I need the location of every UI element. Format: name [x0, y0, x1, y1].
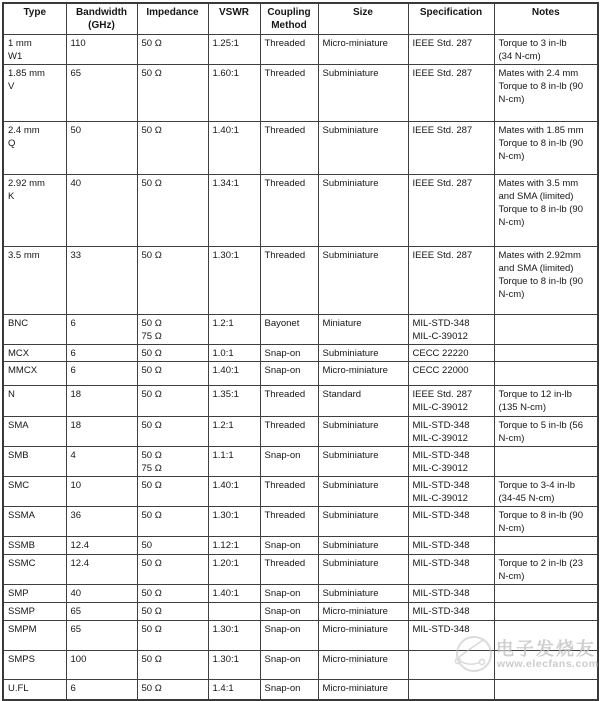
table-cell: 50 Ω	[137, 477, 208, 507]
table-cell: 50 Ω	[137, 651, 208, 680]
table-cell: 100	[66, 651, 137, 680]
table-cell: Threaded	[260, 122, 318, 175]
table-cell: SSMA	[3, 507, 66, 537]
table-cell: Threaded	[260, 417, 318, 447]
table-cell: Subminiature	[318, 537, 408, 555]
table-cell	[494, 345, 598, 362]
table-header-row	[3, 3, 598, 35]
table-cell: 50 Ω	[137, 175, 208, 247]
table-cell: 50 Ω	[137, 621, 208, 651]
table-row	[3, 247, 598, 315]
table-row	[3, 680, 598, 700]
table-cell: Subminiature	[318, 65, 408, 122]
table-cell	[494, 621, 598, 651]
table-cell: 1.34:1	[208, 175, 260, 247]
table-cell: Threaded	[260, 477, 318, 507]
table-cell: 50 Ω	[137, 362, 208, 386]
table-cell: SMPS	[3, 651, 66, 680]
table-cell: 1.0:1	[208, 345, 260, 362]
table-cell: Standard	[318, 386, 408, 417]
watermark-url-text: www.elecfans.com	[497, 658, 599, 670]
table-cell: Mates with 2.92mm and SMA (limited) Torque to 8 in-lb (90 N-cm)	[494, 247, 598, 315]
table-cell: 1.85 mm V	[3, 65, 66, 122]
col-header-notes: Notes	[494, 3, 598, 35]
table-cell: Micro-miniature	[318, 680, 408, 700]
table-cell: SSMB	[3, 537, 66, 555]
table-cell: 50 Ω	[137, 680, 208, 700]
page	[0, 2, 600, 694]
table-cell: 65	[66, 65, 137, 122]
table-cell: IEEE Std. 287	[408, 122, 494, 175]
table-cell: 40	[66, 175, 137, 247]
table-cell: CECC 22000	[408, 362, 494, 386]
table-cell: Torque to 3 in-lb (34 N-cm)	[494, 35, 598, 65]
table-cell: 50 Ω	[137, 603, 208, 621]
col-header-specification: Specification	[408, 3, 494, 35]
table-cell: 50 Ω	[137, 585, 208, 603]
table-cell: Subminiature	[318, 555, 408, 585]
table-cell: 50 Ω	[137, 555, 208, 585]
table-cell: 50 Ω 75 Ω	[137, 447, 208, 477]
table-cell: 1.2:1	[208, 417, 260, 447]
table-cell: 1.60:1	[208, 65, 260, 122]
table-cell	[494, 315, 598, 345]
table-cell: Snap-on	[260, 621, 318, 651]
table-cell: U.FL	[3, 680, 66, 700]
table-cell: Snap-on	[260, 447, 318, 477]
connector-spec-table	[2, 2, 599, 701]
table-cell: Snap-on	[260, 585, 318, 603]
table-cell: Threaded	[260, 35, 318, 65]
table-cell	[494, 362, 598, 386]
table-row	[3, 555, 598, 585]
table-cell: 3.5 mm	[3, 247, 66, 315]
table-cell: Miniature	[318, 315, 408, 345]
table-cell: Subminiature	[318, 477, 408, 507]
table-cell	[408, 651, 494, 680]
table-cell: 33	[66, 247, 137, 315]
table-cell: SSMP	[3, 603, 66, 621]
watermark-brand-text: 电子发烧友	[496, 639, 596, 659]
col-header-type: Type	[3, 3, 66, 35]
table-row	[3, 175, 598, 247]
table-cell: Subminiature	[318, 122, 408, 175]
col-header-coupling-method: Coupling Method	[260, 3, 318, 35]
table-row	[3, 345, 598, 362]
table-row	[3, 603, 598, 621]
table-cell: 50	[137, 537, 208, 555]
table-cell: Subminiature	[318, 507, 408, 537]
table-cell: 65	[66, 603, 137, 621]
table-cell: 2.92 mm K	[3, 175, 66, 247]
table-row	[3, 651, 598, 680]
table-cell: 36	[66, 507, 137, 537]
table-cell: Torque to 8 in-lb (90 N-cm)	[494, 507, 598, 537]
table-cell: SMPM	[3, 621, 66, 651]
table-cell: SMP	[3, 585, 66, 603]
table-cell: 1.40:1	[208, 477, 260, 507]
table-cell: MIL-STD-348 MIL-C-39012	[408, 477, 494, 507]
table-cell	[494, 603, 598, 621]
table-cell: Torque to 3-4 in-lb (34-45 N-cm)	[494, 477, 598, 507]
table-cell: MIL-STD-348 MIL-C-39012	[408, 447, 494, 477]
table-cell: Torque to 5 in-lb (56 N-cm)	[494, 417, 598, 447]
table-cell: IEEE Std. 287	[408, 35, 494, 65]
table-cell: 1.25:1	[208, 35, 260, 65]
table-cell: Micro-miniature	[318, 621, 408, 651]
table-cell: MIL-STD-348	[408, 537, 494, 555]
table-cell: 10	[66, 477, 137, 507]
table-cell: MIL-STD-348	[408, 621, 494, 651]
table-cell	[494, 680, 598, 700]
table-cell: 50 Ω	[137, 507, 208, 537]
table-cell: 50 Ω	[137, 122, 208, 175]
table-cell: 65	[66, 621, 137, 651]
table-cell: SSMC	[3, 555, 66, 585]
table-cell: IEEE Std. 287	[408, 247, 494, 315]
table-row	[3, 477, 598, 507]
table-cell: SMC	[3, 477, 66, 507]
table-row	[3, 386, 598, 417]
table-cell: MIL-STD-348	[408, 507, 494, 537]
table-cell: Threaded	[260, 507, 318, 537]
table-cell	[494, 537, 598, 555]
table-cell: 50 Ω	[137, 386, 208, 417]
table-cell: 110	[66, 35, 137, 65]
table-cell: 50 Ω 75 Ω	[137, 315, 208, 345]
table-cell: 12.4	[66, 555, 137, 585]
table-cell: 1.4:1	[208, 680, 260, 700]
table-cell: IEEE Std. 287	[408, 65, 494, 122]
table-cell: 50 Ω	[137, 345, 208, 362]
table-row	[3, 65, 598, 122]
table-cell: MIL-STD-348	[408, 555, 494, 585]
col-header-size: Size	[318, 3, 408, 35]
table-cell: 1.30:1	[208, 621, 260, 651]
table-cell: N	[3, 386, 66, 417]
table-cell: Torque to 12 in-lb (135 N-cm)	[494, 386, 598, 417]
table-cell: Threaded	[260, 386, 318, 417]
table-cell: Subminiature	[318, 585, 408, 603]
table-cell: 40	[66, 585, 137, 603]
table-cell: Mates with 1.85 mm Torque to 8 in-lb (90 N-cm)	[494, 122, 598, 175]
table-row	[3, 315, 598, 345]
table-cell: Subminiature	[318, 247, 408, 315]
table-cell: 2.4 mm Q	[3, 122, 66, 175]
table-cell: Threaded	[260, 175, 318, 247]
table-row	[3, 122, 598, 175]
table-cell: IEEE Std. 287	[408, 175, 494, 247]
table-cell: SMA	[3, 417, 66, 447]
table-cell: 50	[66, 122, 137, 175]
table-cell: 18	[66, 417, 137, 447]
table-cell: 18	[66, 386, 137, 417]
table-cell: Snap-on	[260, 603, 318, 621]
table-cell: Micro-miniature	[318, 651, 408, 680]
table-cell: Threaded	[260, 65, 318, 122]
table-cell: 1 mm W1	[3, 35, 66, 65]
table-cell: MCX	[3, 345, 66, 362]
table-row	[3, 507, 598, 537]
table-cell: 1.40:1	[208, 122, 260, 175]
table-cell: Subminiature	[318, 345, 408, 362]
table-row	[3, 537, 598, 555]
table-cell: 1.30:1	[208, 247, 260, 315]
table-cell: SMB	[3, 447, 66, 477]
table-cell: Micro-miniature	[318, 362, 408, 386]
table-cell: 1.30:1	[208, 507, 260, 537]
table-cell: 50 Ω	[137, 247, 208, 315]
table-body	[3, 35, 598, 700]
table-row	[3, 447, 598, 477]
table-cell	[494, 585, 598, 603]
col-header-bandwidth: Bandwidth (GHz)	[66, 3, 137, 35]
table-row	[3, 35, 598, 65]
table-row	[3, 362, 598, 386]
table-cell: 1.40:1	[208, 585, 260, 603]
table-cell	[208, 603, 260, 621]
table-cell: Micro-miniature	[318, 35, 408, 65]
table-row	[3, 585, 598, 603]
table-cell: Torque to 2 in-lb (23 N-cm)	[494, 555, 598, 585]
table-cell: MIL-STD-348 MIL-C-39012	[408, 417, 494, 447]
table-row	[3, 621, 598, 651]
table-cell: 1.20:1	[208, 555, 260, 585]
table-cell: 6	[66, 362, 137, 386]
table-cell: CECC 22220	[408, 345, 494, 362]
table-cell	[494, 651, 598, 680]
table-cell: 6	[66, 345, 137, 362]
table-cell: 4	[66, 447, 137, 477]
table-cell: 1.40:1	[208, 362, 260, 386]
table-cell: Micro-miniature	[318, 603, 408, 621]
table-cell: 6	[66, 315, 137, 345]
table-cell: 50 Ω	[137, 65, 208, 122]
table-cell	[408, 680, 494, 700]
table-cell: Subminiature	[318, 175, 408, 247]
table-cell: Snap-on	[260, 537, 318, 555]
table-cell: IEEE Std. 287 MIL-C-39012	[408, 386, 494, 417]
table-cell: 50 Ω	[137, 417, 208, 447]
table-cell: 1.1:1	[208, 447, 260, 477]
table-cell: Snap-on	[260, 680, 318, 700]
table-cell: MMCX	[3, 362, 66, 386]
table-cell: Bayonet	[260, 315, 318, 345]
table-cell: MIL-STD-348	[408, 585, 494, 603]
table-cell: 6	[66, 680, 137, 700]
col-header-vswr: VSWR	[208, 3, 260, 35]
table-cell: MIL-STD-348	[408, 603, 494, 621]
col-header-impedance: Impedance	[137, 3, 208, 35]
table-cell: BNC	[3, 315, 66, 345]
table-cell: 50 Ω	[137, 35, 208, 65]
table-cell	[494, 447, 598, 477]
table-cell: Snap-on	[260, 362, 318, 386]
table-cell: 1.30:1	[208, 651, 260, 680]
table-cell: Snap-on	[260, 345, 318, 362]
table-cell: Mates with 2.4 mm Torque to 8 in-lb (90 N-cm)	[494, 65, 598, 122]
table-cell: MIL-STD-348 MIL-C-39012	[408, 315, 494, 345]
table-cell: Subminiature	[318, 447, 408, 477]
table-cell: 1.12:1	[208, 537, 260, 555]
table-cell: 1.35:1	[208, 386, 260, 417]
table-row	[3, 417, 598, 447]
table-cell: Mates with 3.5 mm and SMA (limited) Torque to 8 in-lb (90 N-cm)	[494, 175, 598, 247]
table-cell: Snap-on	[260, 651, 318, 680]
table-cell: Threaded	[260, 555, 318, 585]
table-cell: Threaded	[260, 247, 318, 315]
table-cell: 1.2:1	[208, 315, 260, 345]
table-cell: Subminiature	[318, 417, 408, 447]
table-cell: 12.4	[66, 537, 137, 555]
